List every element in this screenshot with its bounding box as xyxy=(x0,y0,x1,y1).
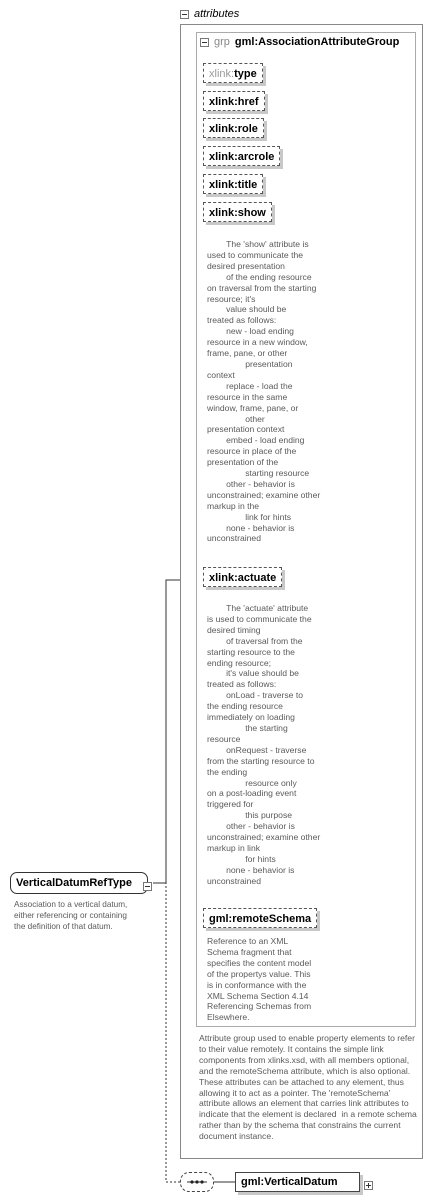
remoteschema-description: Reference to an XML Schema fragment that specifies the content model of the propertys value. This is in conformance with the XML Schema Section 4.14 Referencing Schemas from Elsewhere. xyxy=(207,936,312,1023)
attribute-name: xlink:title xyxy=(209,179,258,191)
attribute-xlink-title[interactable] xyxy=(203,174,263,194)
xlink-show-description: The 'show' attribute is used to communicate the desired presentation of the ending resource on traversal from the starting resource; it's value should be treated as follows: new - load ending resource in a new window, frame, pane, or other presentation context replace - load the resource in the same window, frame, pane, or other presentation context embed - load ending resource in place of the presentation of the starting resource other - behavior is unconstrained; examine other markup in the link for hints none - behavior is unconstrained xyxy=(207,239,321,544)
attributes-title: attributes xyxy=(194,8,240,20)
root-type-name: VerticalDatumRefType xyxy=(16,877,132,889)
attribute-xlink-type[interactable] xyxy=(203,63,263,83)
attribute-xlink-href[interactable] xyxy=(203,91,265,111)
xlink-actuate-description: The 'actuate' attribute is used to communicate the desired timing of traversal from the starting resource to the ending resource; it's value should be treated as follows: onLoad - traverse to the ending resource immediately on loading the starting resource onRequest - traverse from the starting resource to the ending resource only on a post-loading event triggered for this purpose other - behavior is unconstrained; examine other markup in link for hints none - behavior is unconstrained xyxy=(207,603,321,886)
collapse-icon[interactable] xyxy=(180,10,189,19)
attribute-name: xlink:show xyxy=(209,207,266,219)
group-description: Attribute group used to enable property elements to refer to their value remotely. It contains the simple link components from xlinks.xsd, with all members optional, and the remoteSchema attribute, which is also optional. These attributes can be attached to any element, thus allowing it to act as a pointer. The 'remoteSchema' attribute allows an element that carries link attributes to indicate that the element is declared in a remote schema rather than by the schema that constrains the current document instance. xyxy=(199,1033,420,1142)
attribute-xlink-role[interactable] xyxy=(203,118,264,138)
attribute-name: xlink:arcrole xyxy=(209,151,275,163)
attribute-name: xlink:role xyxy=(209,123,258,135)
sequence-icon xyxy=(181,1173,213,1191)
attribute-name: gml:remoteSchema xyxy=(209,913,312,925)
attributes-header xyxy=(180,5,239,23)
sequence-compositor[interactable] xyxy=(180,1172,214,1192)
child-element-name: gml:VerticalDatum xyxy=(241,1176,338,1188)
attribute-prefix: xlink: xyxy=(209,68,235,80)
root-type-box[interactable] xyxy=(10,872,148,894)
attribute-xlink-arcrole[interactable] xyxy=(203,146,280,166)
attribute-group-header xyxy=(200,36,399,48)
attribute-gml-remoteschema[interactable] xyxy=(203,908,317,928)
expand-icon[interactable] xyxy=(364,1181,373,1190)
root-to-attributes-line xyxy=(153,580,180,883)
attribute-name: type xyxy=(234,68,257,80)
group-name: gml:AssociationAttributeGroup xyxy=(234,36,400,48)
attribute-name: xlink:actuate xyxy=(209,572,277,584)
attribute-xlink-actuate[interactable] xyxy=(203,567,282,587)
collapse-icon[interactable] xyxy=(143,882,152,891)
attribute-xlink-show[interactable] xyxy=(203,202,272,222)
collapse-icon[interactable] xyxy=(200,38,209,47)
group-keyword: grp xyxy=(214,36,230,48)
child-element-box[interactable] xyxy=(235,1172,360,1192)
root-type-description: Association to a vertical datum, either referencing or containing the definition of that datum. xyxy=(14,900,128,931)
attribute-name: xlink:href xyxy=(209,96,259,108)
